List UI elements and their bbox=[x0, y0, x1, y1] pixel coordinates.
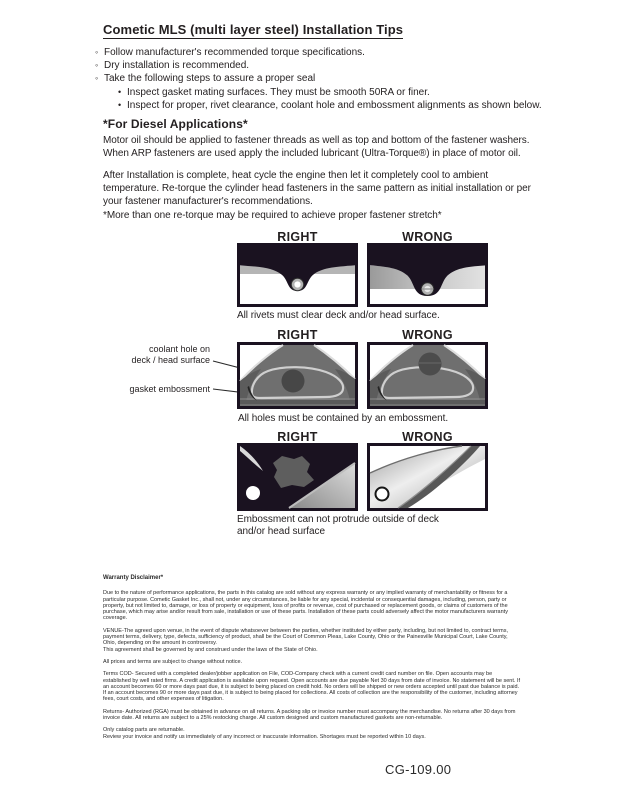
page-code: CG-109.00 bbox=[385, 762, 452, 777]
row3-caption bbox=[237, 514, 467, 538]
diagram-row3-right bbox=[237, 443, 358, 511]
list-item bbox=[118, 86, 565, 99]
list-item bbox=[95, 46, 565, 59]
diagram-row1-right bbox=[237, 243, 358, 307]
coolant-hole-label-line2: deck / head surface bbox=[131, 354, 210, 365]
list-item bbox=[118, 99, 565, 112]
review-invoice-line: Review your invoice and notify us immediately of any incorrect or inaccurate information. Shortages must be reported within 10 days. bbox=[103, 733, 426, 740]
installation-tips-list bbox=[95, 46, 565, 112]
row2-wrong-label: WRONG bbox=[402, 328, 453, 342]
list-item-text: Take the following steps to assure a proper seal bbox=[104, 73, 316, 85]
hollow-bullet-icon: ◦ bbox=[95, 47, 99, 57]
row3-wrong-label: WRONG bbox=[402, 430, 453, 444]
venue-governing-law-line: This agreement shall be governed by and construed under the laws of the State of Ohio. bbox=[103, 646, 318, 653]
row3-right-label: RIGHT bbox=[277, 430, 318, 444]
returns-paragraph: Returns- Authorized (RGA) must be obtained in advance on all returns. A packing slip or invoice number must accompany the merchandise. No returns after 30 days from invoice date. All returns are subject to a 25% restocking charge. All custom designed and custom manufactured gaskets are non-returnable. bbox=[103, 708, 516, 722]
warranty-disclaimer-heading: Warranty Disclaimer* bbox=[103, 575, 164, 581]
hollow-bullet-icon: ◦ bbox=[95, 60, 99, 71]
list-item bbox=[95, 59, 565, 72]
row1-caption: All rivets must clear deck and/or head surface. bbox=[237, 310, 440, 321]
terms-cod-paragraph: Terms COD- Secured with a completed dealer/jobber application on File, COD-Company check with a current credit card number on file. Open accounts may be established by well rated firms. A credit application is available upon request. Open accounts are due payable Net 30 days from date of invoice. No statement will be sent. If an account becomes 60 or more days past due, it is subject to being placed on credit hold. No orders will be shipped or new orders accepted until past due balance is paid. If an account becomes 90 or more days past due, it is subject to being placed for collections. All costs of collection are the responsibility of the customer, including attorney fees, court costs, and other expenses of litigation. bbox=[103, 671, 521, 703]
list-item-text: Inspect gasket mating surfaces. They must be smooth 50RA or finer. bbox=[127, 86, 430, 98]
diagram-row2-right bbox=[237, 342, 358, 409]
gasket-embossment-label: gasket embossment bbox=[129, 384, 210, 394]
list-item-text: Dry installation is recommended. bbox=[104, 60, 250, 72]
diagram-row2-wrong bbox=[367, 342, 488, 409]
row2-right-label: RIGHT bbox=[277, 328, 318, 342]
prices-line: All prices and terms are subject to change without notice. bbox=[103, 658, 243, 665]
row1-wrong-label: WRONG bbox=[402, 230, 453, 244]
disclaimer-paragraph: Due to the nature of performance applications, the parts in this catalog are sold without any express warranty or any implied warranty of merchantability or fitness for a particular purpose. Cometic Gasket Inc., shall not, under any circumstances, be liable for any special, incidental or consequential damages, including, person, party or property, but not limited to, damage, or loss of property or equipment, loss of profits or revenue, cost of purchased or replacement goods, or claims of customers of the purchase, which may arise and/or result from sale, installation or use of these parts. Installation of these parts could adversely affect the motor manufacturers warranty coverage. bbox=[103, 590, 508, 622]
diagram-row1-wrong bbox=[367, 243, 488, 307]
venue-paragraph: VENUE-The agreed upon venue, in the event of dispute whatsoever between the parties, whether instituted by either party, including, but not limited to, contract terms, payment terms, delivery, type, defects, sufficiency of product, shall be the Court of Common Pleas, Lake County, Ohio or the Painesville Municipal Court, Lake County, Ohio, depending on the amount in controversy. bbox=[103, 627, 508, 647]
row3-caption-line2: and/or head surface bbox=[237, 526, 326, 537]
filled-bullet-icon: • bbox=[118, 99, 122, 110]
diagram-row3-wrong bbox=[367, 443, 488, 511]
row3-caption-line1: Embossment can not protrude outside of deck bbox=[237, 514, 439, 525]
hollow-bullet-icon: ◦ bbox=[95, 73, 99, 84]
list-item bbox=[95, 72, 565, 85]
diesel-applications-heading: *For Diesel Applications* bbox=[103, 117, 248, 131]
row1-right-label: RIGHT bbox=[277, 230, 318, 244]
retorque-note: *More than one re-torque may be required to achieve proper fastener stretch* bbox=[103, 210, 442, 221]
list-item-text: Inspect for proper, rivet clearance, coolant hole and embossment alignments as shown below. bbox=[127, 99, 542, 111]
page-title: Cometic MLS (multi layer steel) Installation Tips bbox=[103, 22, 404, 37]
diesel-paragraph-2: After Installation is complete, heat cycle the engine then let it completely cool to ambient temperature. Re-torque the cylinder head fasteners in the same pattern as initial installation or per your fastener manufacturer's recommendations. bbox=[103, 170, 531, 207]
row2-caption: All holes must be contained by an embossment. bbox=[238, 413, 449, 424]
list-item-text: Follow manufacturer's recommended torque specifications. bbox=[104, 47, 365, 58]
coolant-hole-label-line1: coolant hole on bbox=[148, 344, 210, 354]
catalog-returnable-line: Only catalog parts are returnable. bbox=[103, 727, 185, 734]
diesel-paragraph-1: Motor oil should be applied to fastener threads as well as top and bottom of the fastener washers. When ARP fasteners are used apply the included lubricant (Ultra-Torque®) in place of motor oil. bbox=[103, 135, 530, 159]
filled-bullet-icon: • bbox=[118, 86, 122, 97]
warranty-disclaimer-section bbox=[103, 575, 521, 740]
